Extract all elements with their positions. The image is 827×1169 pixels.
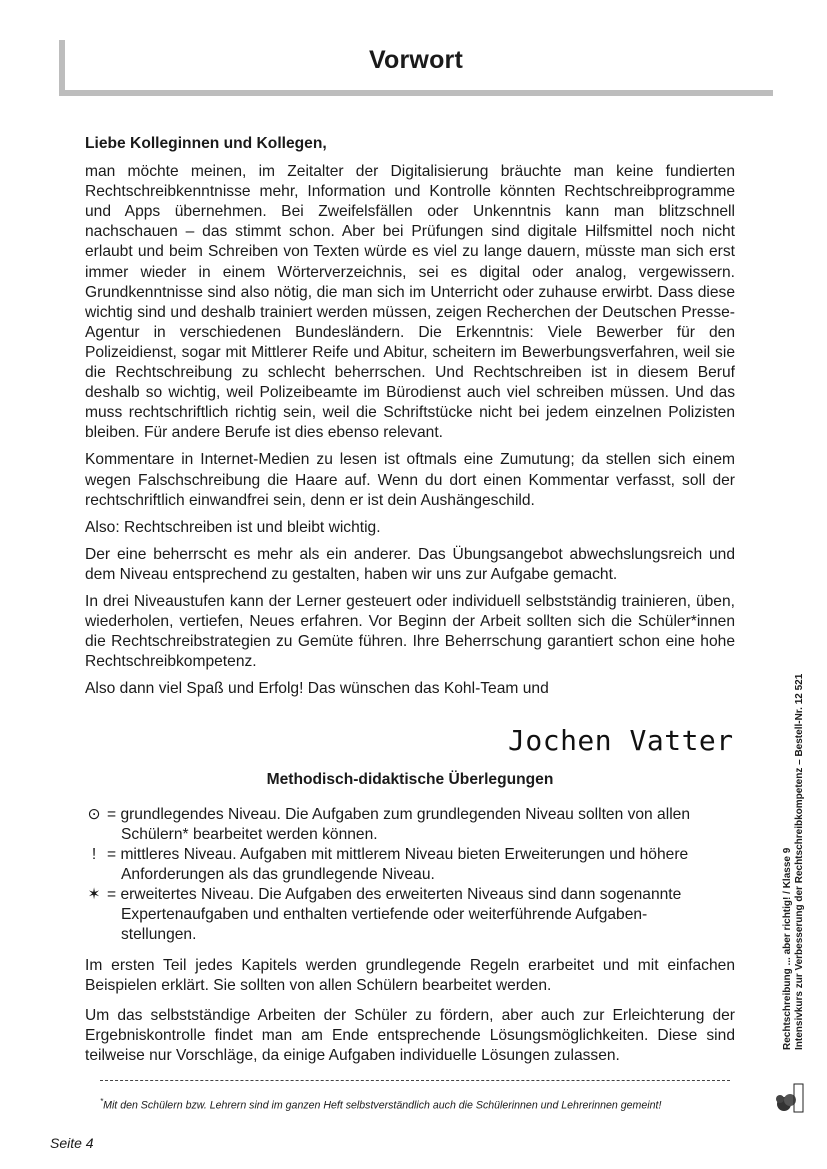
footnote (100, 1097, 740, 1112)
level-advanced-line3: stellungen. (121, 926, 197, 943)
footnote-text: Mit den Schülern bzw. Lehrern sind im ganzen Heft selbstverständlich auch die Schülerinnen und Lehrerinnen gemeint! (103, 1099, 662, 1112)
intro-paragraph-2: Kommentare in Internet-Medien zu lesen ist oftmals eine Zumutung; da stellen sich einem wegen Falschschreibung die Haare auf. Wenn du dort einen Kommentar verfasst, soll der rechtschriftlich einwandfrei sein, denn er ist dein Aushängeschild. (85, 451, 735, 509)
page-number: Seite 4 (50, 1135, 94, 1151)
footnote-marker: * (100, 1097, 104, 1106)
intro-paragraph-4: Der eine beherrscht es mehr als ein anderer. Das Übungsangebot abwechslungsreich und dem Niveau entsprechend zu gestalten, haben wir uns zur Aufgabe gemacht. (85, 545, 735, 583)
level-advanced-line2: Expertenaufgaben und enthalten vertiefende oder weiterführende Aufgaben- (121, 906, 648, 923)
side-imprint (782, 580, 806, 1050)
signature: Jochen Vatter (508, 724, 734, 757)
level-basic-line1: = grundlegendes Niveau. Die Aufgaben zum grundlegenden Niveau sollten von allen (107, 806, 691, 823)
side-series-title: Rechtschreibung ... aber richtig! / Klasse 9 (782, 847, 793, 1050)
level-medium-line2: Anforderungen als das grundlegende Niveau. (121, 866, 435, 883)
advanced-level-icon: ✶ (87, 886, 101, 903)
intro-section (85, 134, 735, 706)
side-order-line (782, 580, 794, 1050)
footnote-divider (100, 1080, 730, 1081)
intro-paragraph-1: man möchte meinen, im Zeitalter der Digitalisierung bräuchte man keine fundierten Rechtschreibkenntnisse mehr, Information und Kontrolle könnten Rechtschreibprogramme und Apps übernehmen. Bei Zweifelsfällen oder Unkenntnis kann man blitzschnell nachschauen – das stimmt schon. Aber bei Prüfungen sind digitale Hilfsmittel noch nicht erlaubt und beim Schreiben von Texten würde es viel zu lange dauern, müsste man sich erst immer wieder in einem Wörterverzeichnis, sei es digital oder analog, vergewissern. Grundkenntnisse sind also nötig, die man sich im Unterricht oder zuhause erwirbt. Dass diese wichtig sind und deshalb trainiert werden müssen, zeigen Recherchen der Deutschen Presse-Agentur in verschiedenen Bundesländern. Die Erkenntnis: Viele Bewerber für den Polizeidienst, sogar mit Mittlerer Reife und Abitur, scheitern im Bewerbungsverfahren, weil sie die Rechtschreibung zu schlecht beherrschen. Und Rechtschreiben ist in diesem Beruf deshalb so wichtig, weil Polizeibeamte im Bürodienst auch viel schreiben müssen. Und das muss rechtschriftlich richtig sein, weil die Schriftstücke nicht bei jedem einzelnen Polizisten bleiben. Für andere Berufe ist dies ebenso relevant. (85, 163, 735, 442)
intro-paragraph-6: Also dann viel Spaß und Erfolg! Das wünschen das Kohl-Team und (85, 680, 549, 698)
page-title: Vorwort (369, 46, 463, 74)
cabbage-logo-icon (772, 1080, 808, 1116)
basic-level-icon: ⊙ (87, 806, 101, 823)
side-separator: – (794, 759, 805, 765)
method-heading: Methodisch-didaktische Überlegungen (266, 771, 554, 788)
method-section (85, 956, 735, 1076)
level-medium-line1: = mittleres Niveau. Aufgaben mit mittlerem Niveau bieten Erweiterungen und höhere (107, 846, 689, 863)
side-subtitle: Intensivkurs zur Verbesserung der Rechtschreibkompetenz (794, 767, 805, 1050)
intro-paragraph-5: In drei Niveaustufen kann der Lerner gesteuert oder individuell selbstständig trainieren, üben, wiederholen, vertiefen, Neues erfahren. Vor Beginn der Arbeit sollten sich die Schüler*innen die Rechtschreibstrategien zu Gemüte führen. Ihre Beherrschung garantiert schon eine hohe Rechtschreibkompetenz. (85, 592, 735, 671)
intro-paragraph-3: Also: Rechtschreiben ist und bleibt wichtig. (85, 518, 381, 536)
greeting: Liebe Kolleginnen und Kollegen, (85, 135, 327, 152)
level-basic-line2: Schülern* bearbeitet werden können. (121, 826, 378, 843)
medium-level-icon: ! (91, 846, 97, 863)
side-order-number: Bestell-Nr. 12 521 (794, 673, 805, 757)
method-paragraph-1: Im ersten Teil jedes Kapitels werden grundlegende Regeln erarbeitet und mit einfachen Beispielen erklärt. Sie sollten von allen Schülern bearbeitet werden. (85, 957, 735, 995)
publisher-logo (772, 1080, 808, 1116)
level-advanced-line1: = erweitertes Niveau. Die Aufgaben des erweiterten Niveaus sind dann sogenannte (107, 886, 682, 903)
method-paragraph-2: Um das selbstständige Arbeiten der Schüler zu fördern, aber auch zur Erleichterung der Ergebniskontrolle findet man am Ende entsprechende Lösungsmöglichkeiten. Diese sind teilweise nur Vorschläge, da einige Aufgaben individuelle Lösungen zulassen. (85, 1007, 735, 1065)
